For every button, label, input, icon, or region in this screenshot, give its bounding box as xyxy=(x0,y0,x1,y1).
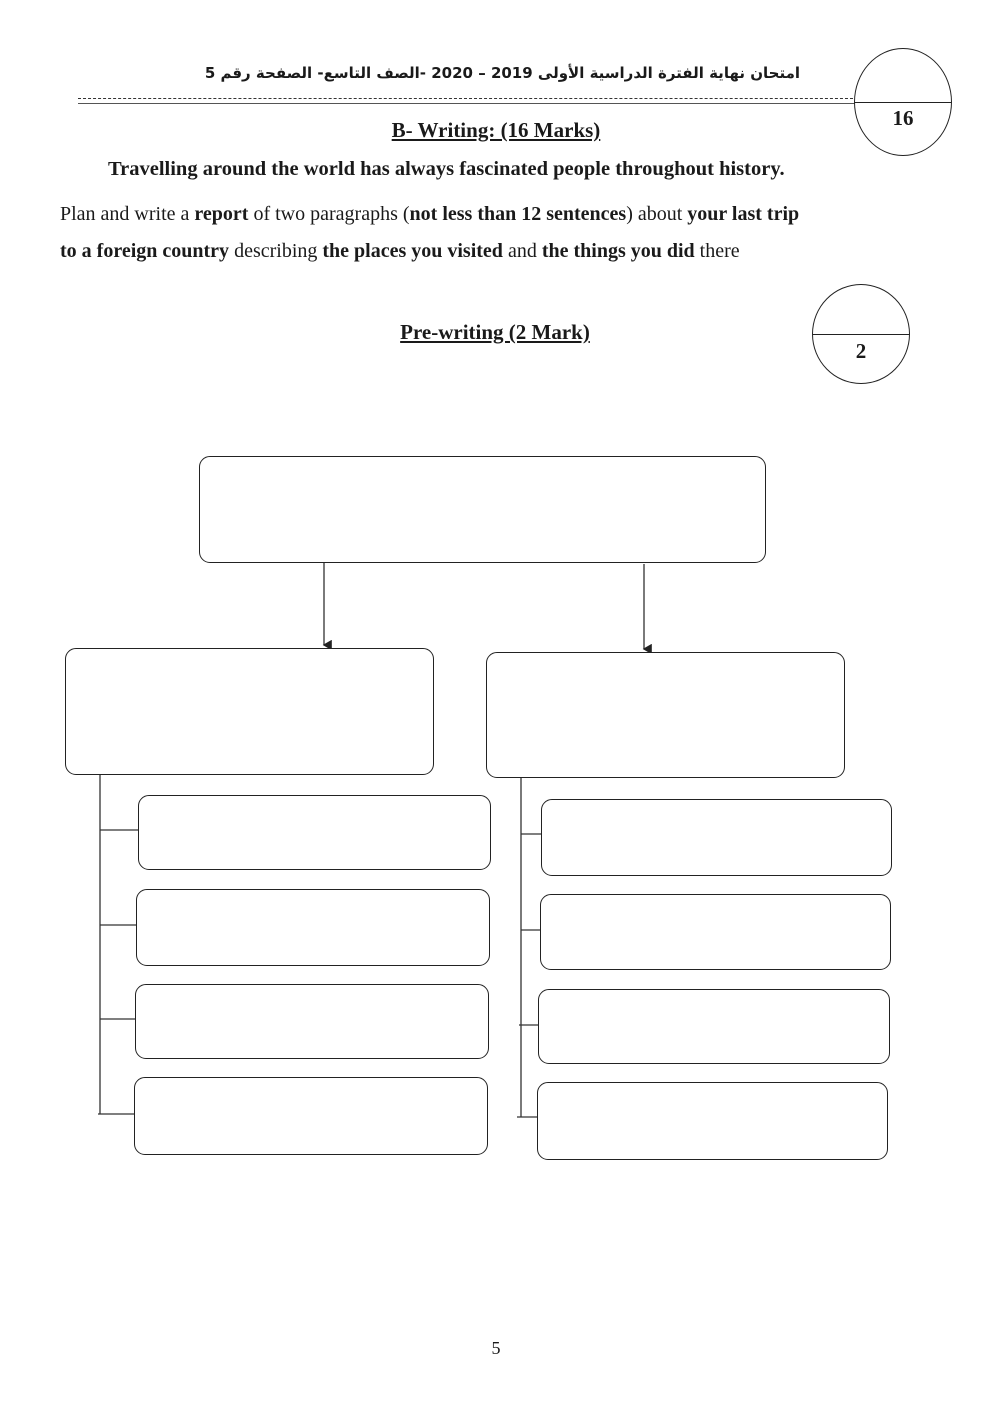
main-topic-box[interactable] xyxy=(199,456,766,563)
exam-header-arabic: امتحان نهاية الفترة الدراسية الأولى 2019 – 2020 -الصف التاسع- الصفحة رقم 5 xyxy=(204,64,800,82)
paragraph-1-box[interactable] xyxy=(65,648,434,775)
left-detail-box-1[interactable] xyxy=(138,795,491,870)
prewriting-title: Pre-writing (2 Mark) xyxy=(400,320,590,344)
left-detail-box-3[interactable] xyxy=(135,984,489,1059)
left-branch-lines xyxy=(98,774,138,1114)
prompt-line-2: Plan and write a report of two paragraphs (not less than 12 sentences) about your last trip xyxy=(60,203,800,225)
writing-score-value: 16 xyxy=(892,106,914,131)
left-detail-box-4[interactable] xyxy=(134,1077,488,1155)
right-detail-box-4[interactable] xyxy=(537,1082,888,1160)
prompt-line-3: to a foreign country describing the places you visited and the things you did there xyxy=(60,240,740,262)
prewriting-score-value: 2 xyxy=(855,338,867,363)
prompt-lead: Travelling around the world has always fascinated people throughout history. xyxy=(108,158,785,180)
right-detail-box-1[interactable] xyxy=(541,799,892,876)
right-detail-box-2[interactable] xyxy=(540,894,891,970)
left-detail-box-2[interactable] xyxy=(136,889,490,966)
paragraph-2-box[interactable] xyxy=(486,652,845,778)
right-branch-lines xyxy=(517,777,541,1117)
section-title: B- Writing: (16 Marks) xyxy=(391,118,601,142)
right-detail-box-3[interactable] xyxy=(538,989,890,1064)
page-number: 5 xyxy=(491,1338,501,1358)
